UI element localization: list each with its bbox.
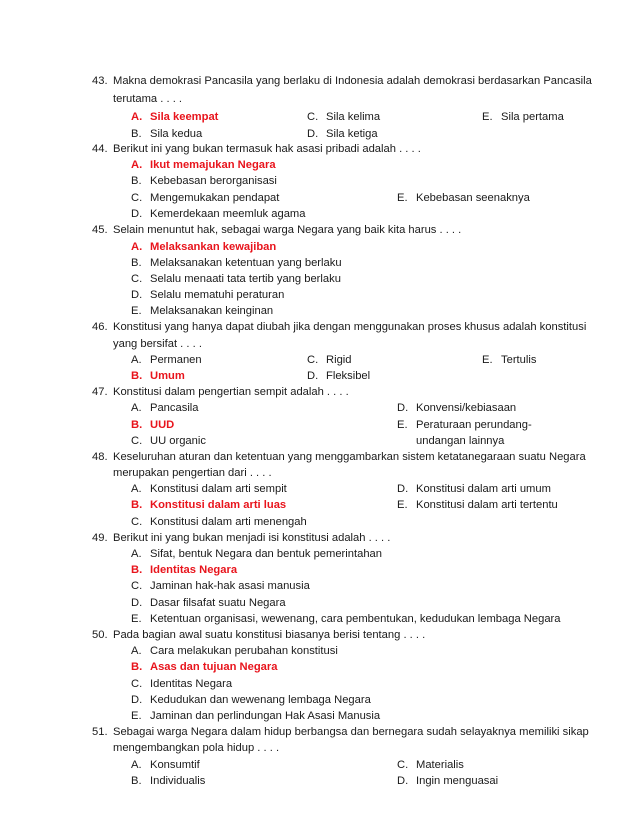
q47-option-a[interactable]: A. Pancasila: [131, 402, 199, 414]
q49-option-d[interactable]: D. Dasar filsafat suatu Negara: [131, 597, 286, 609]
question-49-text: Berikut ini yang bukan menjadi isi konstitusi adalah . . . .: [113, 532, 391, 544]
q50-option-e[interactable]: E. Jaminan dan perlindungan Hak Asasi Manusia: [131, 710, 381, 722]
q44-option-c[interactable]: C. Mengemukakan pendapat: [131, 192, 280, 204]
q47-option-e[interactable]: E. Peraturaan perundang-: [397, 419, 532, 431]
question-47-text: Konstitusi dalam pengertian sempit adalah . . . .: [113, 386, 349, 398]
q49-option-c[interactable]: C. Jaminan hak-hak asasi manusia: [131, 580, 310, 592]
q51-option-d[interactable]: D. Ingin menguasai: [397, 775, 499, 787]
q46-option-b[interactable]: B. Umum: [131, 370, 185, 382]
q43-option-b[interactable]: B. Sila kedua: [131, 128, 203, 140]
question-43-text-cont: terutama . . . .: [113, 93, 183, 105]
q44-option-a[interactable]: A. Ikut memajukan Negara: [131, 159, 276, 171]
question-47-number: 47.: [92, 386, 108, 398]
q48-option-b[interactable]: B. Konstitusi dalam arti luas: [131, 499, 287, 511]
q48-option-d[interactable]: D. Konstitusi dalam arti umum: [397, 483, 551, 495]
q43-option-a[interactable]: A. Sila keempat: [131, 111, 219, 123]
q46-option-c[interactable]: C. Rigid: [307, 354, 352, 366]
question-43-number: 43.: [92, 75, 108, 87]
question-51-text: Sebagai warga Negara dalam hidup berbangsa dan bernegara sudah selayaknya memiliki sikap: [113, 726, 589, 738]
q43-option-e[interactable]: E. Sila pertama: [482, 111, 564, 123]
q51-option-b[interactable]: B. Individualis: [131, 775, 206, 787]
question-45-number: 45.: [92, 224, 108, 236]
question-50-text: Pada bagian awal suatu konstitusi biasanya berisi tentang . . . .: [113, 629, 426, 641]
q47-option-b[interactable]: B. UUD: [131, 419, 175, 431]
q47-option-e-cont: undangan lainnya: [416, 435, 505, 447]
question-49-number: 49.: [92, 532, 108, 544]
q43-option-d[interactable]: D. Sila ketiga: [307, 128, 378, 140]
q45-option-a[interactable]: A. Melaksankan kewajiban: [131, 241, 277, 253]
q44-option-e[interactable]: E. Kebebasan seenaknya: [397, 192, 530, 204]
question-43-text: Makna demokrasi Pancasila yang berlaku di Indonesia adalah demokrasi berdasarkan Pancasila: [113, 75, 592, 87]
q48-option-e[interactable]: E. Konstitusi dalam arti tertentu: [397, 499, 558, 511]
question-46-text: Konstitusi yang hanya dapat diubah jika dengan menggunakan proses khusus adalah konstitusi: [113, 321, 587, 333]
question-48-text: Keseluruhan aturan dan ketentuan yang menggambarkan sistem ketatanegaraan suatu Negara: [113, 451, 586, 463]
q45-option-e[interactable]: E. Melaksanakan keinginan: [131, 305, 274, 317]
q51-option-c[interactable]: C. Materialis: [397, 759, 464, 771]
q49-option-b[interactable]: B. Identitas Negara: [131, 564, 238, 576]
q44-option-d[interactable]: D. Kemerdekaan meemluk agama: [131, 208, 306, 220]
q48-option-c[interactable]: C. Konstitusi dalam arti menengah: [131, 516, 307, 528]
question-46-number: 46.: [92, 321, 108, 333]
q50-option-b[interactable]: B. Asas dan tujuan Negara: [131, 661, 278, 673]
q44-option-b[interactable]: B. Kebebasan berorganisasi: [131, 175, 277, 187]
q51-option-a[interactable]: A. Konsumtif: [131, 759, 200, 771]
q46-option-d[interactable]: D. Fleksibel: [307, 370, 371, 382]
q43-option-c[interactable]: C. Sila kelima: [307, 111, 381, 123]
q50-option-a[interactable]: A. Cara melakukan perubahan konstitusi: [131, 645, 338, 657]
question-48-number: 48.: [92, 451, 108, 463]
q46-option-a[interactable]: A. Permanen: [131, 354, 202, 366]
question-45-text: Selain menuntut hak, sebagai warga Negara yang baik kita harus . . . .: [113, 224, 462, 236]
q45-option-c[interactable]: C. Selalu menaati tata tertib yang berlaku: [131, 273, 341, 285]
q49-option-e[interactable]: E. Ketentuan organisasi, wewenang, cara pembentukan, kedudukan lembaga Negara: [131, 613, 561, 625]
q50-option-d[interactable]: D. Kedudukan dan wewenang lembaga Negara: [131, 694, 371, 706]
q48-option-a[interactable]: A. Konstitusi dalam arti sempit: [131, 483, 287, 495]
question-51-text-cont: mengembangkan pola hidup . . . .: [113, 742, 280, 754]
q45-option-d[interactable]: D. Selalu mematuhi peraturan: [131, 289, 285, 301]
question-50-number: 50.: [92, 629, 108, 641]
q45-option-b[interactable]: B. Melaksanakan ketentuan yang berlaku: [131, 257, 342, 269]
question-48-text-cont: merupakan pengertian dari . . . .: [113, 467, 272, 479]
question-51-number: 51.: [92, 726, 108, 738]
q46-option-e[interactable]: E. Tertulis: [482, 354, 537, 366]
q50-option-c[interactable]: C. Identitas Negara: [131, 678, 233, 690]
q47-option-c[interactable]: C. UU organic: [131, 435, 206, 447]
q47-option-d[interactable]: D. Konvensi/kebiasaan: [397, 402, 517, 414]
question-44-number: 44.: [92, 143, 108, 155]
question-44-text: Berikut ini yang bukan termasuk hak asasi pribadi adalah . . . .: [113, 143, 421, 155]
question-46-text-cont: yang bersifat . . . .: [113, 338, 202, 350]
q49-option-a[interactable]: A. Sifat, bentuk Negara dan bentuk pemerintahan: [131, 548, 382, 560]
